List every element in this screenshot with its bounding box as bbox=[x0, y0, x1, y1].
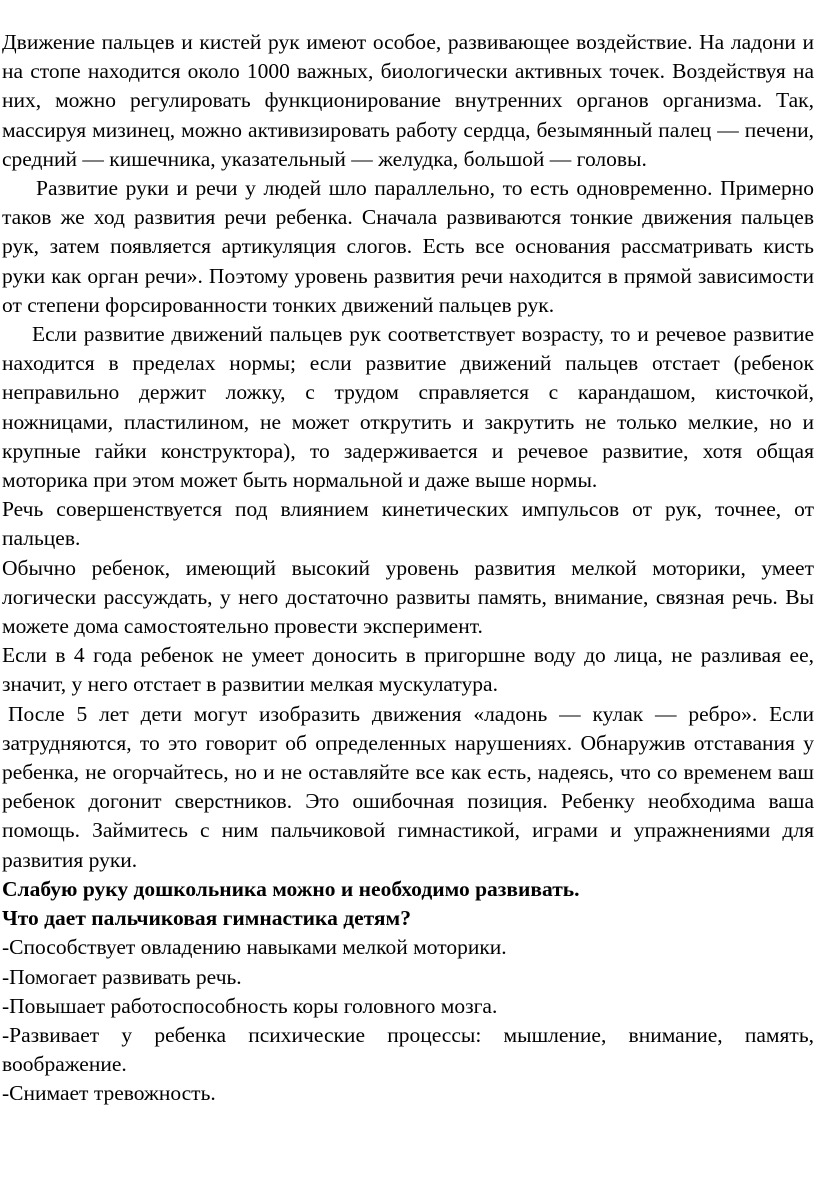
paragraph-finger-massage: Движение пальцев и кистей рук имеют особое, развивающее воздействие. На ладони и на стопе находится около 1000 важных, биологически активных точек. Воздействуя на них, можно регулировать функционирование внутренних органов организма. Так, массируя мизинец, можно активизировать работу сердца, безымянный палец — печени, средний — кишечника, указательный — желудка, большой — головы. bbox=[2, 30, 814, 171]
list-item: -Повышает работоспособность коры головного мозга. bbox=[2, 993, 498, 1018]
heading-weak-hand: Слабую руку дошкольника можно и необходимо развивать. bbox=[2, 876, 580, 901]
list-item: -Снимает тревожность. bbox=[2, 1081, 216, 1106]
paragraph-speech-norm: Если развитие движений пальцев рук соответствует возрасту, то и речевое развитие находится в пределах нормы; если развитие движений пальцев отстает (ребенок неправильно держит ложку, с трудом справляется с карандашом, кисточкой, ножницами, пластилином, не может открутить и закрутить не только мелкие, но и крупные гайки конструктора), то задерживается и речевое развитие, хотя общая моторика при этом может быть нормальной и даже выше нормы. bbox=[2, 322, 814, 493]
paragraph-hand-and-speech: Развитие руки и речи у людей шло параллельно, то есть одновременно. Примерно таков же ход развития речи ребенка. Сначала развиваются тонкие движения пальцев рук, затем появляется артикуляция слогов. Есть все основания рассматривать кисть руки как орган речи». Поэтому уровень развития речи находится в прямой зависимости от степени форсированности тонких движений пальцев рук. bbox=[2, 176, 814, 317]
heading-finger-gymnastics: Что дает пальчиковая гимнастика детям? bbox=[2, 906, 411, 931]
list-item: -Способствует овладению навыками мелкой моторики. bbox=[2, 935, 507, 960]
paragraph-kinetic-impulses: Речь совершенствуется под влиянием кинетических импульсов от рук, точнее, от пальцев. bbox=[2, 497, 814, 551]
paragraph-five-years-test: После 5 лет дети могут изобразить движения «ладонь — кулак — ребро». Если затрудняются, то это говорит об определенных нарушениях. Обнаружив отставания у ребенка, не огорчайтесь, но и не оставляйте все как есть, надеясь, что со временем ваш ребенок догонит сверстников. Это ошибочная позиция. Ребенку необходима ваша помощь. Займитесь с ним пальчиковой гимнастикой, играми и упражнениями для развития руки. bbox=[2, 701, 814, 872]
paragraph-fine-motor-skills: Обычно ребенок, имеющий высокий уровень развития мелкой моторики, умеет логически рассуждать, у него достаточно развиты память, внимание, связная речь. Вы можете дома самостоятельно провести эксперимент. bbox=[2, 555, 814, 639]
list-item: -Помогает развивать речь. bbox=[2, 964, 242, 989]
list-item: -Развивает у ребенка психические процессы: мышление, внимание, память, воображение. bbox=[2, 1022, 814, 1077]
paragraph-four-years-test: Если в 4 года ребенок не умеет доносить в пригоршне воду до лица, не разливая ее, значит, у него отстает в развитии мелкая мускулатура. bbox=[2, 643, 814, 697]
